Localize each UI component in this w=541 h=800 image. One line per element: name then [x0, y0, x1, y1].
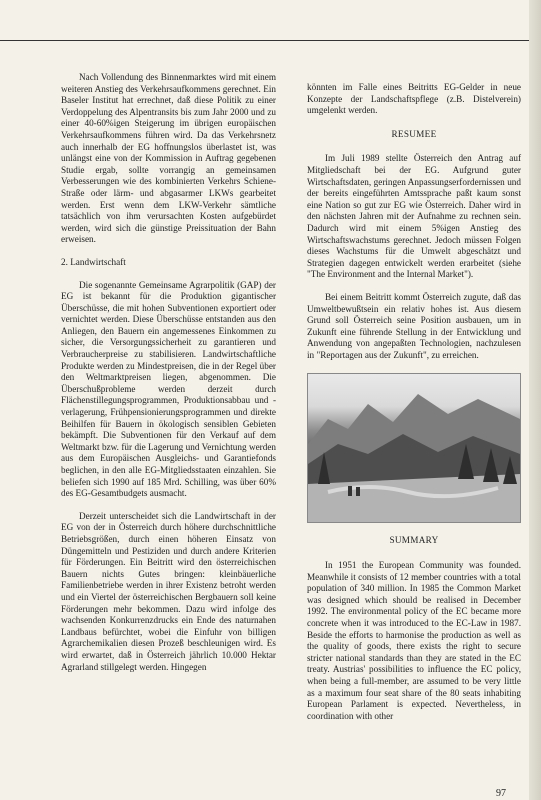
resumee-heading: RESUMEE: [391, 128, 437, 139]
left-column: [61, 72, 276, 673]
page-number: 97: [496, 788, 506, 799]
section-heading-landwirtschaft: 2. Landwirtschaft: [61, 256, 126, 267]
page-edge: [529, 0, 541, 800]
mountain-landscape-photo: [307, 373, 521, 523]
paragraph-traffic: Nach Vollendung des Binnenmarktes wird mit einem weiteren Anstieg des Verkehrsaufkommens gerechnet. Ein Baseler Institut hat errechnet, daß diese Politik zu einer Verdoppelung des Alpentransits bis zum Jahr 2000 und zu einer 40-60%igen Steigerung im übrigen europäischen Verkehrsaufkommens führen wird. Da das Verkehrsnetz auch innerhalb der EG hoffnungslos überlastet ist, was unlängst eine von der Kommission in Auftrag gegebenen Studie ergab, sollte vorrangig an gemeinsamen Verbesserungen wie des kombinierten Verkehrs Schiene-Straße oder lärm- und abgasarmer LKWs gearbeitet werden. Erst wenn dem LKW-Verkehr sämtliche tatsächlich von ihm verursachten Kosten aufgebürdet werden, wird sich die günstige Preissituation der Bahn erweisen.: [61, 72, 276, 245]
summary-heading: SUMMARY: [389, 535, 439, 546]
paragraph-continuation: könnten im Falle eines Beitritts EG-Gelder in neue Konzepte der Landschaftspflege (z.B. Distelverein) umgelenkt werden.: [307, 82, 521, 116]
paragraph-resumee-1: Im Juli 1989 stellte Österreich den Antrag auf Mitgliedschaft bei der EG. Aufgrund guter Wirtschaftsdaten, geringen Anpassungserfordernissen und der bereits eingeführten Amtssprache paßt kaum sonst eine Nation so gut zur EG wie Österreich. Daher wird in den nächsten Jahren mit der Aufnahme zu rechnen sein. Dadurch wird mit einem 5%igen Anstieg des Wirtschaftswachstums gerechnet. Jedoch müssen Folgen dieses Wachstums für die Umwelt abgeschätzt und Strategien dagegen entwickelt werden erarbeitet (siehe "The Environment and the Internal Market").: [307, 153, 521, 280]
right-column: [307, 82, 521, 722]
paragraph-resumee-2: Bei einem Beitritt kommt Österreich zugute, daß das Umweltbewußtsein ein relativ hohes ist. Aus diesem Grund soll Österreich seine Position ausbauen, um in Zukunft eine führende Stellung in der Entwicklung und Anwendung von angepaßten Technologien, nachzulesen in "Reportagen aus der Zukunft", zu erreichen.: [307, 291, 521, 360]
paragraph-gap: Die sogenannte Gemeinsame Agrarpolitik (GAP) der EG ist bekannt für die Produktion gigantischer Überschüsse, die mit hohen Subventionen exportiert oder vernichtet werden. Diese Überschüsse entstanden aus den Anliegen, den Bauern ein angemessenes Einkommen zu sicher, die Versorgungssicherheit zu garantieren und Verbraucherpreise zu stabilisieren. Landwirtschaftliche Produkte werden zu Mindestpreisen, die in der Regel über den Weltmarktpreisen liegen, abgenommen. Die Überschußprobleme werden derzeit durch Flächenstillegungsprogrammen, Produktionsabbau und -verlagerung, Frühpensionierungsprogrammen und direkte Beihilfen für Bauern in ökologisch sensiblen Gebieten bekämpft. Die Subventionen für den Verkauf auf dem Weltmarkt bzw. für die Lagerung und Vernichtung werden aus dem Europäischen Ausgleichs- und Garantiefonds beglichen, in den alle EG-Mitgliedsstaaten einzahlen. Sie beliefen sich 1990 auf 185 Mrd. Schilling, was über 60% des EG-Gesamtbudgets ausmacht.: [61, 279, 276, 499]
paragraph-austria-agriculture: Derzeit unterscheidet sich die Landwirtschaft in der EG von der in Österreich durch höhere durchschnittliche Betriebsgrößen, durch einen höheren Einsatz von Düngemitteln und Pestiziden und durch andere Kriterien für Förderungen. Ein Beitritt wird den österreichischen Bauern nichts Gutes bringen: kleinbäuerliche Familienbetriebe werden in ihrer Existenz betroht werden und ein Viertel der österreichischen Bergbauern soll keine Förderungen mehr bekommen. Dazu wird infolge des wachsenden Konkurrenzdrucks ein Ende des naturnahen Landbaus befürchtet, wobei die Einfuhr von billigen Agrarchemikalien diesen Prozeß beschleunigen wird. Es wird erwartet, daß in Österreich jährlich 10.000 Hektar Agrarland stillgelegt werden. Hingegen: [61, 510, 276, 672]
paragraph-summary: In 1951 the European Community was founded. Meanwhile it consists of 12 member countries with a total population of 340 million. In 1985 the Common Market was designed which should be realised in December 1992. The environmental policy of the EC became more concrete when it was introduced to the EC-Law in 1987. Beside the efforts to harmonise the production as well as the quality of goods, there exists the right to secure stricter national standards than they are stated in the EC treaty. Austrias' possibilities to influence the EC policy, when being a full-member, are assumed to be very little as a maximum four seat share of the 80 seats inhabiting European Parlament is expected. Nevertheless, in coordination with other: [307, 560, 521, 721]
header-rule: [0, 40, 529, 41]
